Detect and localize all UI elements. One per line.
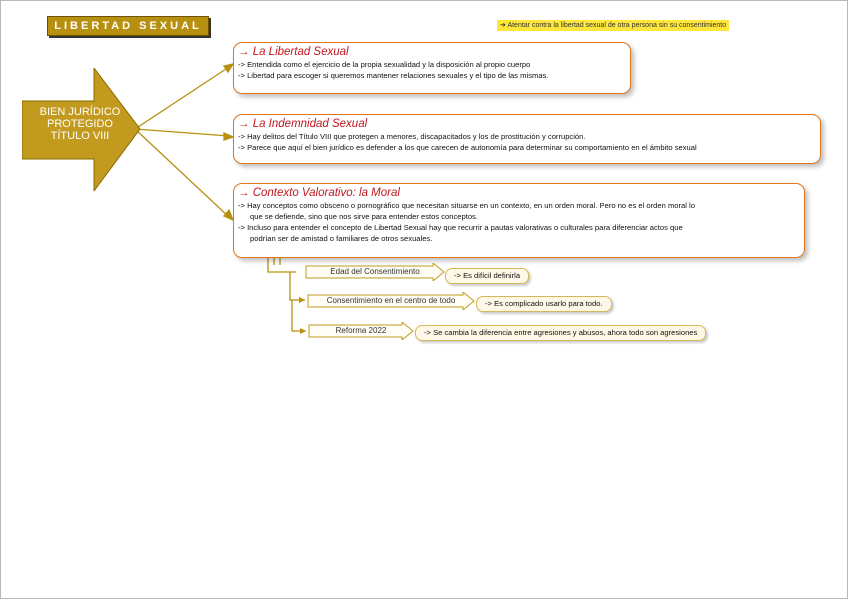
connector-3 [135, 129, 229, 217]
diagram-title: LIBERTAD SEXUAL [47, 16, 209, 36]
subtopic-consentimiento-detail: -> Es complicado usarlo para todo. [476, 296, 612, 312]
branch-indemnidad-sexual [233, 114, 821, 164]
subtopic-consentimiento [307, 292, 475, 310]
central-line-1: BIEN JURÍDICO [39, 106, 121, 118]
subtopic-label: Reforma 2022 [335, 326, 387, 335]
branch-line: -> Incluso para entender el concepto de Libertad Sexual hay que recurrir a pautas valorativas o culturales para diferenciar actos que [238, 223, 683, 232]
subtopic-edad-detail: -> Es difícil definirla [445, 268, 529, 284]
subtopic-label: Consentimiento en el centro de todo [326, 296, 456, 305]
branch-line: -> Parece que aquí el bien jurídico es defender a los que carecen de autonomía para determinar su comportamiento en el ámbito sexual [238, 143, 697, 152]
central-node-label [28, 106, 132, 142]
tree-branch-2 [290, 272, 305, 300]
central-line-3: TÍTULO VIII [50, 130, 110, 142]
branch-line: -> Libertad para escoger si queremos mantener relaciones sexuales y el tipo de las mismas. [238, 71, 549, 80]
tree-branch-3 [292, 300, 306, 331]
branch-contexto-valorativo [233, 183, 805, 258]
tree-arrowhead-3 [300, 328, 306, 334]
branch-heading: → La Indemnidad Sexual [238, 118, 368, 130]
connector-1 [135, 67, 229, 129]
subtopic-reforma [308, 322, 414, 340]
branch-line: -> Hay conceptos como obsceno o pornográfico que necesitan situarse en un contexto, en un orden moral. Pero no es el orden moral lo [238, 201, 695, 210]
branch-line: que se defiende, sino que nos sirve para entender estos conceptos. [250, 212, 478, 221]
branch-line: -> Hay delitos del Título VIII que protegen a menores, discapacitados y los de prostitución y corrupción. [238, 132, 586, 141]
connector-2-arrowhead [224, 133, 233, 140]
branch-heading: → Contexto Valorativo: la Moral [238, 187, 400, 199]
subtopic-label: Edad del Consentimiento [330, 267, 420, 276]
branch-line: -> Entendida como el ejercicio de la propia sexualidad y la disposición al propio cuerpo [238, 60, 531, 69]
central-line-2: PROTEGIDO [46, 118, 113, 130]
subtopic-edad [305, 263, 445, 281]
branch-libertad-sexual [233, 42, 631, 94]
arrow-icon: ➔ [500, 22, 508, 29]
subtopic-reforma-detail: -> Se cambia la diferencia entre agresiones y abusos, ahora todo son agresiones [415, 325, 706, 341]
note-text: Atentar contra la libertad sexual de otra persona sin su consentimiento [507, 22, 727, 29]
tree-branch-1 [268, 256, 296, 272]
branch-line: podrían ser de amistad o familiares de otros sexuales. [250, 234, 433, 243]
branch-heading: → La Libertad Sexual [238, 46, 349, 58]
connector-1-arrowhead [224, 64, 233, 72]
tree-arrowhead-2 [299, 297, 305, 303]
connector-3-arrowhead [224, 210, 233, 220]
connector-2 [135, 129, 229, 136]
